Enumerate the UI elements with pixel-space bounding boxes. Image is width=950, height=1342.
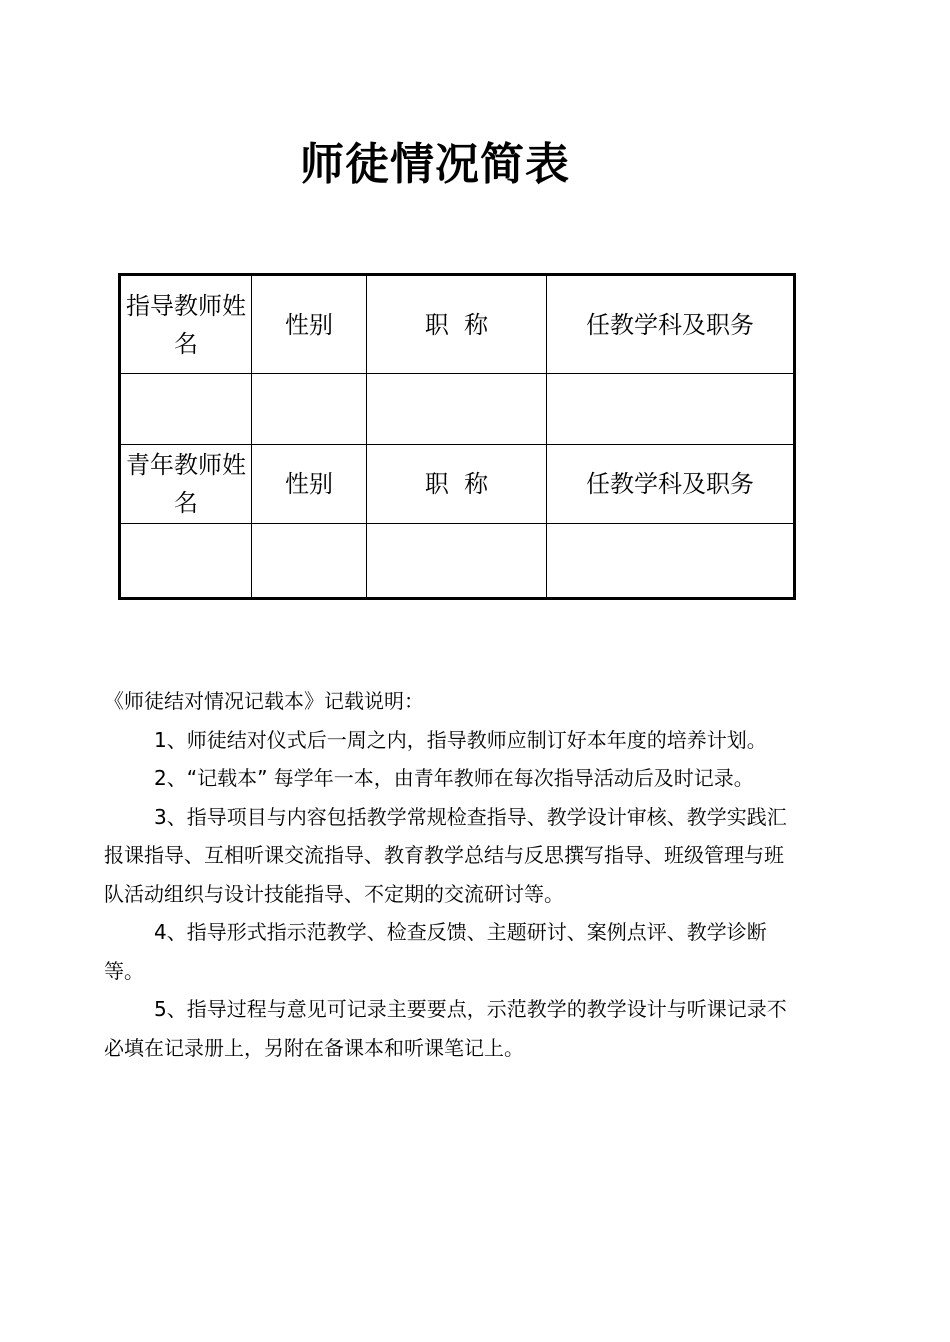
young-subject-header: 任教学科及职务 [547, 445, 795, 524]
mentor-subject-header: 任教学科及职务 [547, 275, 795, 374]
note-item: 2、“记载本” 每学年一本，由青年教师在每次指导活动后及时记录。 [154, 766, 754, 790]
notes-section [104, 682, 798, 1067]
mentor-gender-header: 性别 [252, 275, 367, 374]
mentor-name-header: 指导教师姓名 [120, 275, 252, 374]
young-header-row [120, 445, 795, 524]
mentor-title-cell[interactable] [367, 374, 547, 445]
young-name-cell[interactable] [120, 524, 252, 599]
mentor-gender-cell[interactable] [252, 374, 367, 445]
mentor-subject-cell[interactable] [547, 374, 795, 445]
young-gender-header: 性别 [252, 445, 367, 524]
mentor-info-table [118, 273, 796, 600]
young-title-cell[interactable] [367, 524, 547, 599]
mentor-data-row [120, 374, 795, 445]
note-item: 5、指导过程与意见可记录主要要点，示范教学的教学设计与听课记录不必填在记录册上，另附在备课本和听课笔记上。 [104, 997, 787, 1060]
page-title: 师徒情况简表 [300, 139, 570, 190]
mentor-header-row [120, 275, 795, 374]
young-gender-cell[interactable] [252, 524, 367, 599]
mentor-name-cell[interactable] [120, 374, 252, 445]
note-item: 4、指导形式指示范教学、检查反馈、主题研讨、案例点评、教学诊断等。 [104, 920, 767, 983]
note-item: 3、指导项目与内容包括教学常规检查指导、教学设计审核、教学实践汇报课指导、互相听课交流指导、教育教学总结与反思撰写指导、班级管理与班队活动组织与设计技能指导、不定期的交流研讨等。 [104, 804, 787, 906]
young-subject-cell[interactable] [547, 524, 795, 599]
notes-heading: 《师徒结对情况记载本》记载说明： [104, 689, 424, 713]
young-name-header: 青年教师姓名 [120, 445, 252, 524]
young-title-header: 职 称 [367, 445, 547, 524]
mentor-title-header: 职 称 [367, 275, 547, 374]
young-data-row [120, 524, 795, 599]
note-item: 1、师徒结对仪式后一周之内，指导教师应制订好本年度的培养计划。 [154, 727, 767, 752]
